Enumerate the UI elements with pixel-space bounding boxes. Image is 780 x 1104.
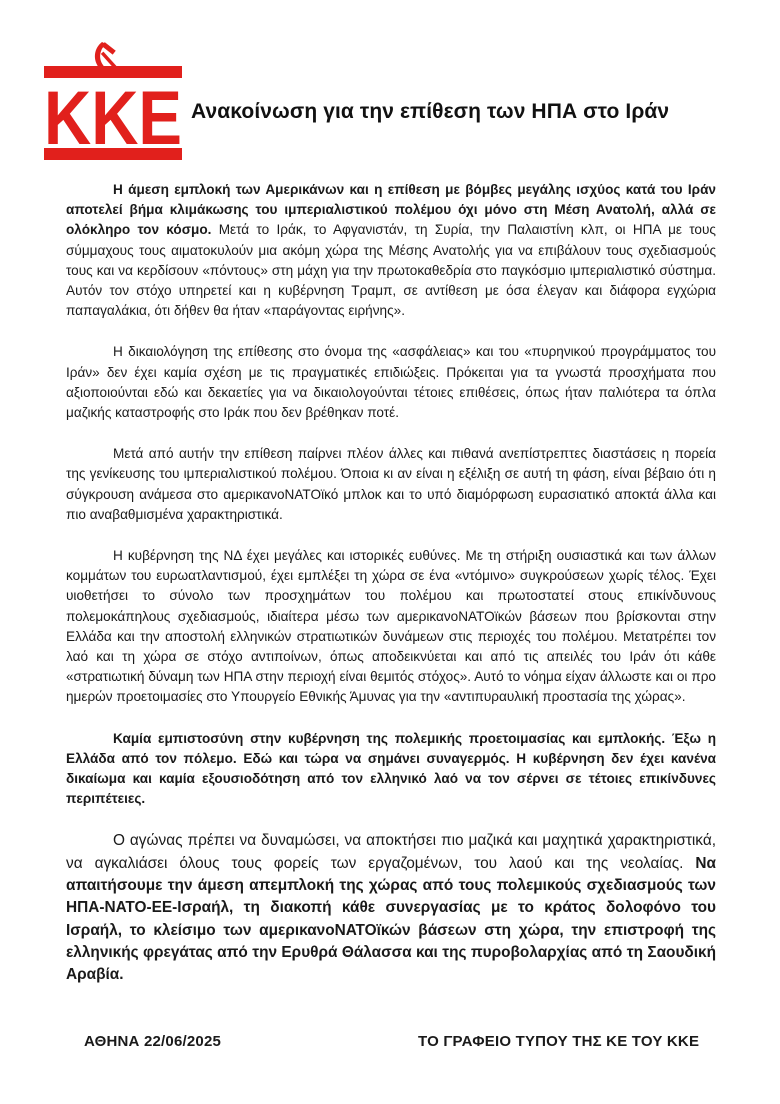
page-title: Ανακοίνωση για την επίθεση των ΗΠΑ στο Ιράν [191,100,670,123]
statement-body [66,180,716,1008]
paragraph-6-bold: Να απαιτήσουμε την άμεση απεμπλοκή της χώρας από τους πολεμικούς σχεδιασμούς των ΗΠΑ-ΝΑΤΟ-ΕΕ-Ισραήλ, τη διακοπή κάθε συνεργασίας με το κράτος δολοφόνο του Ισραήλ, το κλείσιμο των αμερικανοΝΑΤΟϊκών βάσεων στη χώρα, την επιστροφή της ελληνικής φρεγάτας από την Ερυθρά Θάλασσα και της πυροβολαρχίας από τη Σαουδική Αραβία. [66,854,716,984]
paragraph-1-text: Μετά το Ιράκ, το Αφγανιστάν, τη Συρία, την Παλαιστίνη κλπ, οι ΗΠΑ με τους σύμμαχους τους αιματοκυλούν μια ακόμη χώρα της Μέσης Ανατολής για να επιβάλουν τους σχεδιασμούς τους και να κερδίσουν «πόντους» στη μάχη για την πρωτοκαθεδρία στο παγκόσμιο ιμπεριαλιστικό σύστημα. Αυτόν τον στόχο υπηρετεί και η κυβέρνηση Τραμπ, σε αντίθεση με όσα έλεγαν και διάφορα εγχώρια παπαγαλάκια, ότι δήθεν θα ήταν «παράγοντας ειρήνης». [66,222,716,319]
paragraph-1 [66,180,716,321]
paragraph-6-text: Ο αγώνας πρέπει να δυναμώσει, να αποκτήσει πιο μαζικά και μαχητικά χαρακτηριστικά, να αγκαλιάσει όλους τους φορείς των εργαζομένων, του λαού και της νεολαίας. [66,832,716,872]
kke-logo [44,38,182,160]
paragraph-6 [66,830,716,986]
place-date: ΑΘΗΝΑ 22/06/2025 [84,1033,222,1050]
paragraph-4: Η κυβέρνηση της ΝΔ έχει μεγάλες και ιστορικές ευθύνες. Με τη στήριξη ουσιαστικά και των άλλων κομμάτων του ευρωατλαντισμού, έχει εμπλέξει τη χώρα σε ένα «ντόμινο» συγκρούσεων χωρίς τέλος. Έχει υιοθετήσει το σύνολο των προσχημάτων του πολέμου και πρωτοστατεί στους επικίνδυνους πολεμοκάπηλους σχεδιασμούς, ιδιαίτερα μέσω των αμερικανοΝΑΤΟϊκών βάσεων που βρίσκονται στην Ελλάδα και την αποστολή ελληνικών στρατιωτικών δυνάμεων στις περιοχές του πολέμου. Μετατρέπει τον λαό και τη χώρα σε στόχο αντιποίνων, όπως αποδεικνύεται και από τις απειλές του Ιράν ότι κάθε «στρατιωτική δύναμη των ΗΠΑ στην περιοχή είναι θεμιτός στόχος». Αυτό το νόημα είχαν άλλωστε και οι προ ημερών προετοιμασίες στο Υπουργείο Εθνικής Άμυνας για την «αντιπυραυλική προστασία της χώρας». [66,548,716,705]
paragraph-5 [66,729,716,810]
signature: ΤΟ ΓΡΑΦΕΙΟ ΤΥΠΟΥ ΤΗΣ ΚΕ ΤΟΥ ΚΚΕ [418,1033,700,1050]
paragraph-5-bold: Καμία εμπιστοσύνη στην κυβέρνηση της πολεμικής προετοιμασίας και εμπλοκής. Έξω η Ελλάδα από τον πόλεμο. Εδώ και τώρα να σημάνει συναγερμός. Η κυβέρνηση δεν έχει κανένα δικαίωμα και καμία εξουσιοδότηση από τον ελληνικό λαό να τον σέρνει σε τέτοιες επικίνδυνες περιπέτειες. [66,730,716,807]
logo-letters: ΚΚΕ [44,76,182,161]
paragraph-3: Μετά από αυτήν την επίθεση παίρνει πλέον άλλες και πιθανά ανεπίστρεπτες διαστάσεις η πορεία της γενίκευσης του ιμπεριαλιστικού πολέμου. Όποια κι αν είναι η εξέλιξη σε αυτή τη φάση, είναι βέβαιο ότι η σύγκρουση ανάμεσα στο αμερικανοΝΑΤΟϊκό μπλοκ και το υπό διαμόρφωση ευρασιατικό αποκτά άλλα και πιο αναβαθμισμένα χαρακτηριστικά. [66,446,716,522]
paragraph-2: Η δικαιολόγηση της επίθεσης στο όνομα της «ασφάλειας» και του «πυρηνικού προγράμματος του Ιράν» δεν έχει καμία σχέση με τις πραγματικές επιδιώξεις. Πρόκειται για τα γνωστά προσχήματα που αξιοποιούνται εδώ και δεκαετίες για να δικαιολογούνται τέτοιες επιθέσεις, όπως ήταν παλιότερα τα όπλα μαζικής καταστροφής στο Ιράκ που δεν βρέθηκαν ποτέ. [66,344,716,421]
paragraph-1-bold: Η άμεση εμπλοκή των Αμερικάνων και η επίθεση με βόμβες μεγάλης ισχύος κατά του Ιράν αποτελεί βήμα κλιμάκωσης του ιμπεριαλιστικού πολέμου όχι μόνο στη Μέση Ανατολή, αλλά σε ολόκληρο τον κόσμο. [66,182,716,238]
